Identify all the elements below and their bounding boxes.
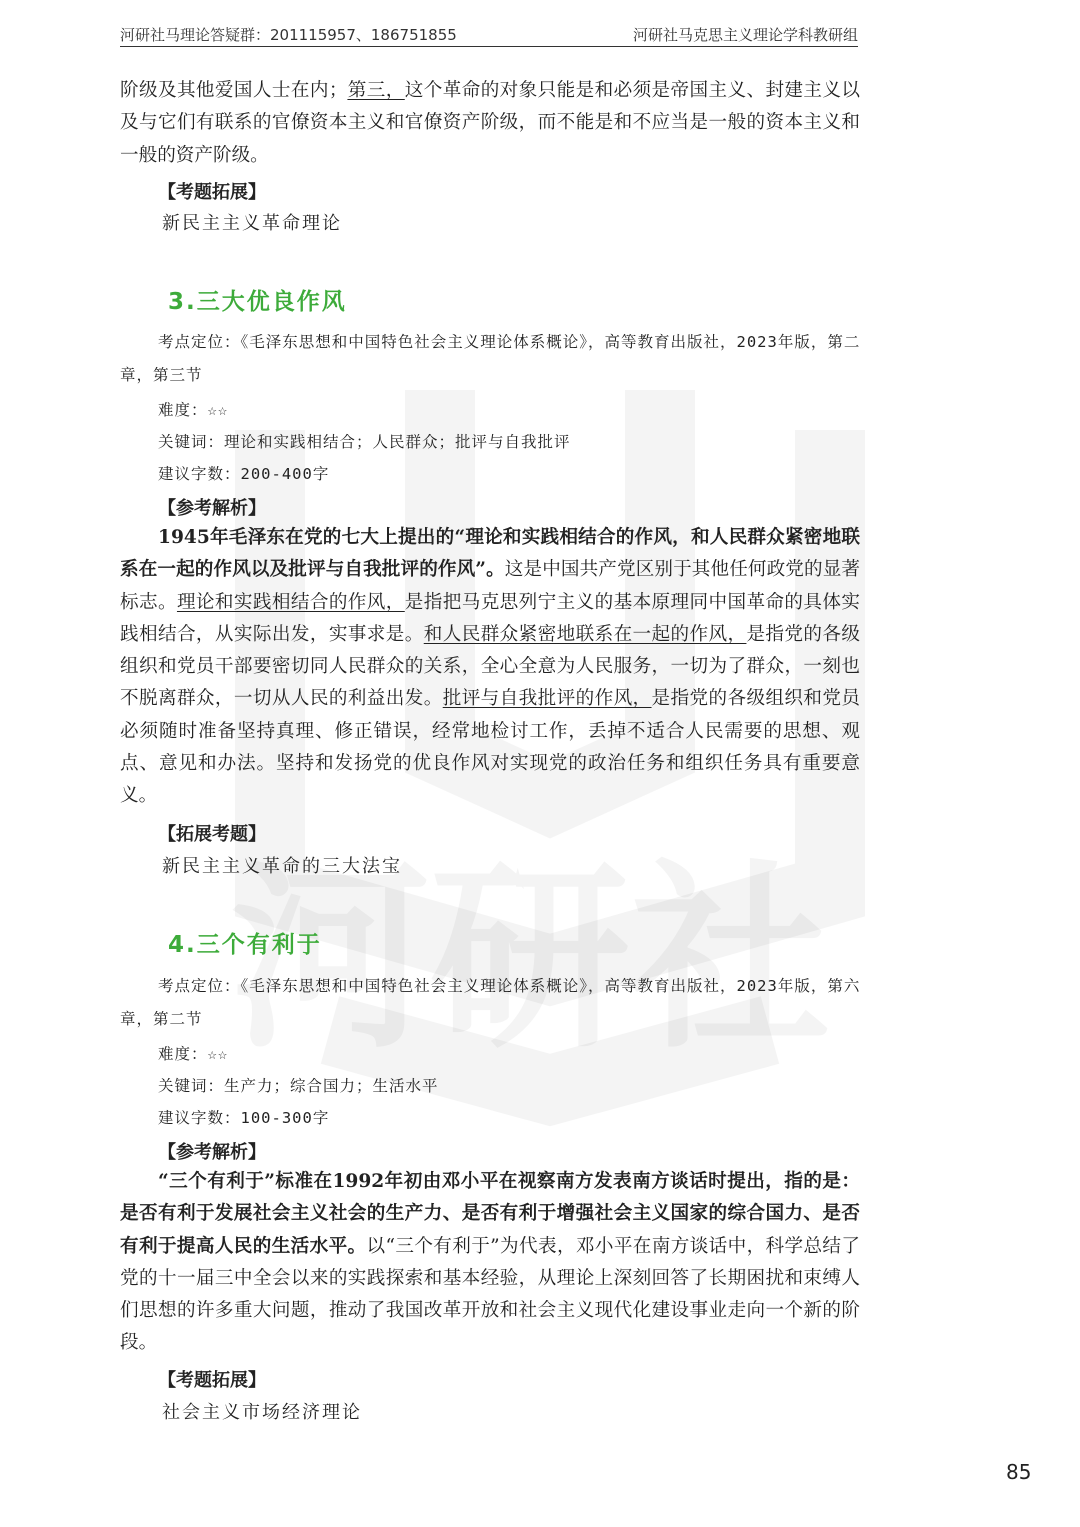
section-3-text-1: 这是中国共产党区别于其他任何政党的显著标志。 (120, 559, 860, 613)
intro-third-underlined: 第三， (347, 80, 405, 101)
section-3-text-3: 是指党的各级组织和党员干部要密切同人民群众的关系，全心全意为人民服务，一切为了群众，一刻也不脱离群众，一切从人民的利益出发。 (120, 623, 860, 710)
section-3-text-4: 是指党的各级组织和党员必须随时准备坚持真理、修正错误，经常地检讨工作，丢掉不适合人民需要的思想、观点、意见和办法。坚持和发扬党的优良作风对实现党的政治任务和组织任务具有重要意义。 (120, 688, 860, 807)
section-3-keywords: 关键词：理论和实践相结合；人民群众；批评与自我批评 (158, 433, 571, 451)
page-number: 85 (1006, 1460, 1032, 1484)
section-4-extend-value: 社会主义市场经济理论 (162, 1402, 362, 1423)
section-3-word-count: 建议字数：200-400字 (158, 465, 330, 483)
section-3-difficulty: 难度：☆☆ (158, 401, 229, 419)
section-4-word-count: 建议字数：100-300字 (158, 1109, 330, 1127)
section-4-location: 考点定位：《毛泽东思想和中国特色社会主义理论体系概论》，高等教育出版社，2023年版，第六章，第二节 (120, 977, 861, 1028)
intro-paragraph (120, 75, 860, 172)
intro-text-post: 这个革命的对象只能是和必须是帝国主义、封建主义以及与它们有联系的官僚资本主义和官僚资产阶级，而不能是和不应当是一般的资本主义和一般的资产阶级。 (120, 80, 860, 166)
section-4-difficulty: 难度：☆☆ (158, 1045, 229, 1063)
section-4-extend-label: 【考题拓展】 (158, 1370, 266, 1391)
section-3-underline-3: 批评与自我批评的作风， (442, 688, 652, 710)
section-4-title: 4.三个有利于 (168, 932, 322, 958)
section-4-analysis-paragraph (120, 1166, 860, 1360)
intro-extend-value: 新民主主义革命理论 (162, 213, 342, 234)
section-3-text-2: 是指把马克思列宁主义的基本原理同中国革命的具体实践相结合，从实际出发，实事求是。 (120, 591, 860, 645)
section-4-keywords: 关键词：生产力；综合国力；生活水平 (158, 1077, 439, 1095)
header-right-text: 河研社马克思主义理论学科教研组 (632, 26, 858, 44)
section-3-location: 考点定位：《毛泽东思想和中国特色社会主义理论体系概论》，高等教育出版社，2023年版，第二章，第三节 (120, 333, 861, 384)
section-4-bold-text: “三个有利于”标准在1992年初由邓小平在视察南方发表南方谈话时提出，指的是：是否有利于发展社会主义社会的生产力、是否有利于增强社会主义国家的综合国力、是否有利于提高人民的生活水平。 (120, 1171, 860, 1257)
section-3-underline-1: 理论和实践相结合的作风， (176, 591, 405, 613)
section-3-title: 3.三大优良作风 (168, 289, 347, 315)
section-3-bold-text: 1945年毛泽东在党的七大上提出的“理论和实践相结合的作风，和人民群众紧密地联系在一起的作风以及批评与自我批评的作风”。 (120, 527, 860, 581)
section-3-analysis-paragraph (120, 522, 860, 813)
intro-extend-label: 【考题拓展】 (158, 182, 266, 203)
section-4-analysis-label: 【参考解析】 (158, 1142, 266, 1163)
section-3-extend-label: 【拓展考题】 (158, 824, 266, 845)
section-3-analysis-label: 【参考解析】 (158, 498, 266, 519)
section-3-extend-value: 新民主主义革命的三大法宝 (162, 856, 402, 877)
section-4-text-1: 以“三个有利于”为代表，邓小平在南方谈话中，科学总结了党的十一届三中全会以来的实践探索和基本经验，从理论上深刻回答了长期困扰和束缚人们思想的许多重大问题，推动了我国改革开放和社会主义现代化建设事业走向一个新的阶段。 (120, 1235, 860, 1354)
page-header (120, 24, 858, 47)
intro-text-pre: 阶级及其他爱国人士在内； (120, 80, 348, 101)
header-left-text: 河研社马理论答疑群：201115957、186751855 (120, 26, 457, 44)
section-3-underline-2: 和人民群众紧密地联系在一起的作风， (423, 623, 747, 645)
